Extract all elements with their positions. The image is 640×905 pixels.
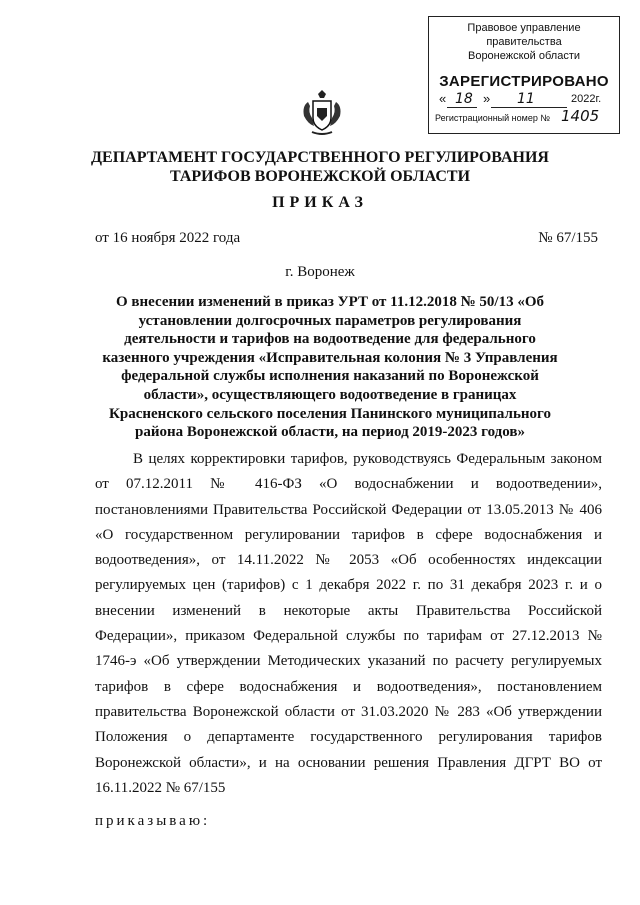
- stamp-day: 18: [455, 91, 473, 107]
- department-line2: ТАРИФОВ ВОРОНЕЖСКОЙ ОБЛАСТИ: [169, 168, 471, 185]
- stamp-reg-number: 1405: [561, 107, 600, 125]
- stamp-date: « 18 » 11 2022г.: [439, 91, 602, 107]
- order-number: № 67/155: [538, 230, 598, 246]
- stamp-registered-label: ЗАРЕГИСТРИРОВАНО: [439, 73, 609, 90]
- stamp-reg-number-line: [435, 107, 613, 125]
- city: г. Воронеж: [285, 264, 355, 280]
- coat-of-arms-icon: [300, 88, 344, 138]
- closing-word: приказываю:: [95, 813, 211, 829]
- department-line1: ДЕПАРТАМЕНТ ГОСУДАРСТВЕННОГО РЕГУЛИРОВАНИЯ: [91, 149, 549, 166]
- stamp-organization: [429, 21, 619, 63]
- order-subject: О внесении изменений в приказ УРТ от 11.12.2018 № 50/13 «Об установлении долгосрочных параметров регулирования деятельности и тарифов на водоотведение для федерального казенного учреждения «Исправительная колония № 3 Управления федеральной службы исполнения наказаний по Воронежской области», осуществляющего водоотведение в границах Красненского сельского поселения Панинского муниципального района Воронежской области, на период 2019-2023 годов»: [102, 294, 558, 441]
- stamp-reg-label: Регистрационный номер №: [435, 113, 551, 123]
- stamp-year: 2022г.: [571, 93, 602, 105]
- order-date: от 16 ноября 2022 года: [95, 230, 241, 246]
- stamp-org-line2: Воронежской области: [467, 50, 580, 62]
- document-type: ПРИКАЗ: [272, 194, 368, 211]
- registration-stamp: [428, 16, 620, 134]
- stamp-org-line1: Правовое управление правительства: [467, 22, 581, 48]
- preamble-paragraph: В целях корректировки тарифов, руководствуясь Федеральным законом от 07.12.2011 № 416-ФЗ «О водоснабжении и водоотведении», постановлениями Правительства Российской Федерации от 13.05.2013 № 406 «О государственном регулировании тарифов в сфере водоснабжения и водоотведения», от 14.11.2022 № 2053 «Об особенностях индексации регулируемых цен (тарифов) с 1 декабря 2022 г. по 31 декабря 2023 г. и о внесении изменений в некоторые акты Правительства Российской Федерации», приказом Федеральной службы по тарифам от 27.12.2013 № 1746-э «Об утверждении Методических указаний по расчету регулируемых тарифов в сфере водоснабжения и водоотведения», постановлением правительства Воронежской области от 31.03.2020 № 283 «Об утверждении Положения о департаменте государственного регулирования тарифов Воронежской области», и на основании решения Правления ДГРТ ВО от 16.11.2022 № 67/155: [95, 451, 602, 796]
- department-title: [60, 148, 580, 186]
- stamp-month: 11: [517, 91, 535, 107]
